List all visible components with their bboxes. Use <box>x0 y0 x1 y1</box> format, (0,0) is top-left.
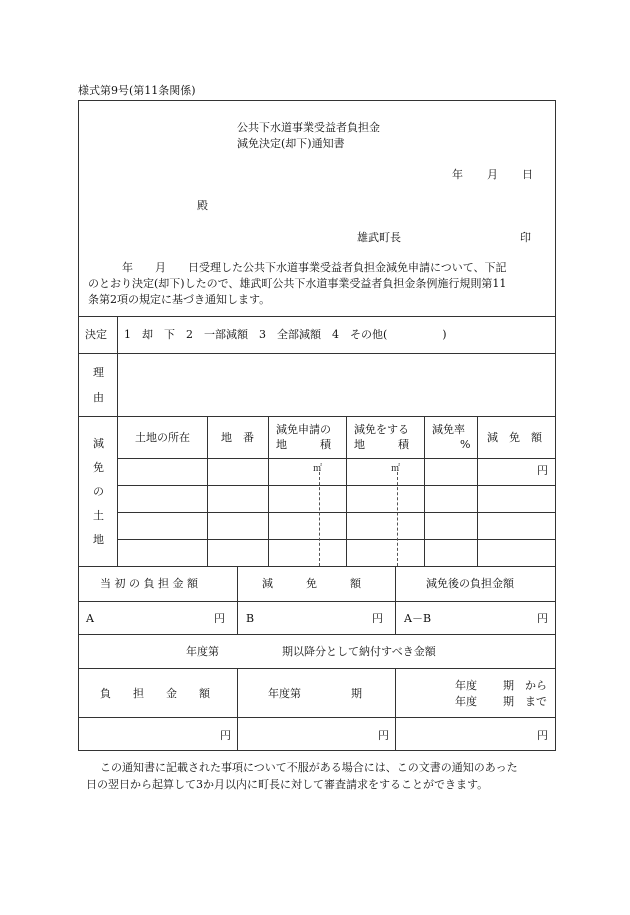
from-ki: 期 から <box>503 679 547 692</box>
unit-yen: 円 <box>372 612 383 625</box>
column-line <box>268 416 269 566</box>
area-decimal-line <box>397 472 398 566</box>
column-line <box>395 668 396 751</box>
column-line <box>117 316 118 566</box>
unit-yen: 円 <box>378 729 389 742</box>
column-line <box>395 566 396 634</box>
payment-amount-label: 負 担 金 額 <box>100 687 210 700</box>
decision-options: 1 却 下 2 一部減額 3 全部減額 4 その他( ) <box>124 328 447 341</box>
divider <box>78 353 556 354</box>
divider <box>78 601 556 602</box>
divider <box>118 485 556 486</box>
column-line <box>346 416 347 566</box>
label-b: B <box>246 612 255 625</box>
divider <box>78 416 556 417</box>
unit-yen: 円 <box>220 729 231 742</box>
unit-yen: 円 <box>537 729 548 742</box>
footer-line-2: 日の翌日から起算して3か月以内に町長に対して審査請求をすることができます。 <box>86 778 489 791</box>
column-line <box>424 416 425 566</box>
form-number: 様式第9号(第11条関係) <box>78 84 196 97</box>
from-nendo: 年度 <box>455 679 477 692</box>
date-year: 年 <box>452 168 463 181</box>
divider <box>118 512 556 513</box>
payment-ki: 期 <box>351 687 362 700</box>
header-applied-area: 地 積 <box>276 438 331 451</box>
reason-label-2: 由 <box>93 391 104 404</box>
header-rate-unit: % <box>460 438 471 451</box>
title-line-1: 公共下水道事業受益者負担金 <box>237 121 380 134</box>
after-amount-label: 減免後の負担金額 <box>426 577 514 590</box>
period-text: 期以降分として納付すべき金額 <box>282 645 436 658</box>
divider <box>78 717 556 718</box>
reduction-amount-label: 減 免 額 <box>262 577 361 590</box>
unit-area: ㎡ <box>391 464 401 474</box>
column-line <box>207 416 208 566</box>
unit-area: ㎡ <box>313 464 323 474</box>
date-month: 月 <box>487 168 498 181</box>
reason-label-1: 理 <box>93 366 104 379</box>
header-lot: 地 番 <box>221 431 254 444</box>
land-side-label: 免 <box>93 461 104 474</box>
header-rate: 減免率 <box>432 423 465 436</box>
initial-amount-label: 当 初 の 負 担 金 額 <box>100 577 198 590</box>
divider <box>78 634 556 635</box>
payment-nendo: 年度第 <box>268 687 301 700</box>
unit-yen: 円 <box>214 612 225 625</box>
to-nendo: 年度 <box>455 695 477 708</box>
divider <box>118 458 556 459</box>
label-a-minus-b: A－B <box>404 612 432 625</box>
divider <box>78 668 556 669</box>
divider <box>118 539 556 540</box>
date-day: 日 <box>522 168 533 181</box>
divider <box>78 566 556 567</box>
header-reduced-area: 減免をする <box>354 423 409 436</box>
unit-yen: 円 <box>537 464 548 477</box>
decision-label: 決定 <box>85 328 107 341</box>
divider <box>78 316 556 317</box>
footer-line-1: この通知書に記載された事項について不服がある場合には、この文書の通知のあった <box>100 761 518 774</box>
addressee-suffix: 殿 <box>197 199 208 212</box>
period-nendo: 年度第 <box>186 645 219 658</box>
land-side-label: 土 <box>93 509 104 522</box>
body-text-line-1: 年 月 日受理した公共下水道事業受益者負担金減免申請について、下記 <box>122 261 507 274</box>
land-side-label: 地 <box>93 533 104 546</box>
land-side-label: の <box>93 485 104 498</box>
title-line-2: 減免決定(却下)通知書 <box>237 137 345 150</box>
label-a: A <box>86 612 94 625</box>
to-ki: 期 まで <box>503 695 547 708</box>
column-line <box>237 566 238 634</box>
unit-yen: 円 <box>537 612 548 625</box>
column-line <box>477 416 478 566</box>
header-applied-area: 減免申請の <box>276 423 331 436</box>
area-decimal-line <box>319 472 320 566</box>
header-location: 土地の所在 <box>135 431 190 444</box>
body-text-line-3: 条第2項の規定に基づき通知します。 <box>88 293 271 306</box>
seal-mark: 印 <box>520 231 531 244</box>
header-reduced-area: 地 積 <box>354 438 409 451</box>
header-amount: 減 免 額 <box>487 431 542 444</box>
land-side-label: 減 <box>93 437 104 450</box>
body-text-line-2: のとおり決定(却下)したので、雄武町公共下水道事業受益者負担金条例施行規則第11 <box>88 277 507 290</box>
column-line <box>237 668 238 751</box>
issuer-name: 雄武町長 <box>357 231 401 244</box>
